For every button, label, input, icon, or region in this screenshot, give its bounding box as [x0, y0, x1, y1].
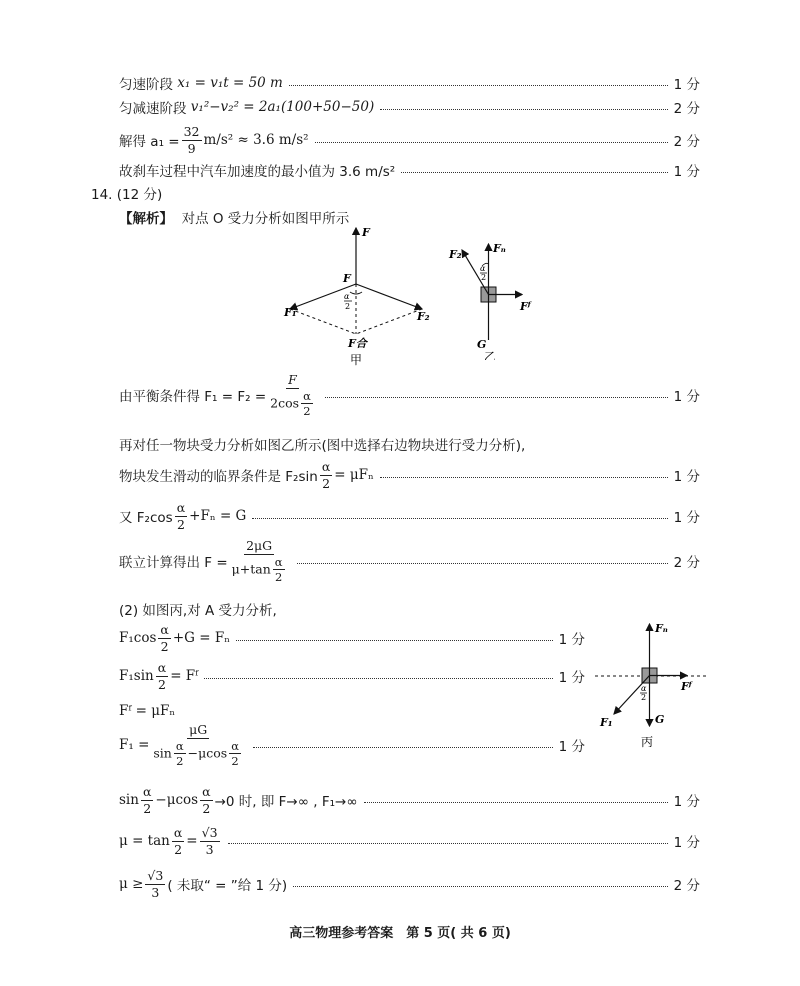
label-two: 2: [345, 302, 351, 311]
caption-yi: 乙: [484, 350, 497, 360]
label-alpha: α: [641, 684, 647, 693]
score: 2 分: [673, 101, 700, 117]
expr-F1-eq: F₁ =: [119, 737, 150, 754]
label-F1: F₁: [600, 716, 613, 729]
expr-F1sin: F₁sin: [119, 668, 154, 685]
fraction-alpha-2: $\frac{\alpha}{2}$: [202, 784, 211, 816]
label-F2: F₂: [417, 310, 430, 323]
label-G: G: [655, 713, 665, 726]
label-Fhe: F合: [348, 337, 367, 350]
leader-dots: [204, 678, 552, 679]
text-critical: 物块发生滑动的临界条件是 F₂sin: [119, 469, 318, 486]
score: 1 分: [558, 632, 585, 649]
label-two: 2: [481, 273, 487, 282]
leader-dots: [297, 563, 668, 564]
line-conclusion: [119, 160, 700, 180]
fraction-F-over-2cos: F 2cos $\frac{\alpha}{2}$: [270, 372, 311, 418]
expr-critical-tail: = μFₙ: [334, 467, 374, 484]
expr-equals: =: [186, 833, 198, 850]
question-14-heading: 14. (12 分): [91, 187, 163, 203]
leader-dots: [228, 843, 668, 844]
score: 2 分: [673, 134, 700, 151]
expr-mu-tan: μ = tan: [119, 833, 170, 850]
line-combined-result: [119, 538, 700, 584]
text-combined: 联立计算得出 F =: [119, 555, 228, 572]
leader-dots: [253, 747, 553, 748]
caption-bing: 丙: [641, 735, 654, 749]
figure-bing: [595, 616, 710, 751]
score: 1 分: [558, 739, 585, 756]
score: 1 分: [673, 794, 700, 811]
label-G: G: [477, 338, 487, 351]
line-F1-result: [119, 722, 585, 768]
line-mu-geq: [119, 868, 700, 900]
leader-dots: [236, 640, 553, 641]
expr-vertical-tail: +Fₙ = G: [189, 508, 247, 525]
leader-dots: [325, 397, 668, 398]
fraction-alpha-2: $\frac{\alpha}{2}$: [321, 459, 331, 491]
fraction-alpha-2: $\frac{\alpha}{2}$: [142, 784, 152, 816]
analysis-label: 【解析】: [119, 211, 173, 227]
leader-dots: [364, 802, 668, 803]
label-FN: Fₙ: [493, 242, 506, 255]
label-alpha: α: [480, 264, 486, 273]
score: 1 分: [673, 510, 700, 527]
line-part2-horizontal: [119, 660, 585, 692]
line-decel-stage: [119, 97, 700, 117]
line-vertical-balance: [119, 500, 700, 532]
leader-dots: [380, 477, 668, 478]
label-alpha: α: [344, 292, 350, 301]
fraction-alpha-2: $\frac{\alpha}{2}$: [176, 500, 186, 532]
line-part2: (2) 如图丙,对 A 受力分析,: [119, 603, 277, 619]
leader-dots: [315, 142, 668, 143]
expr-horizontal-tail: = Fᶠ: [170, 668, 199, 685]
expr-limit-tail: →0 时, 即 F→∞ , F₁→∞: [214, 794, 358, 811]
label-Ff: Fᶠ: [681, 680, 692, 693]
leader-dots: [380, 109, 667, 110]
leader-dots: [289, 85, 668, 86]
label-F2: F₂: [449, 248, 462, 261]
fraction-alpha-2: $\frac{\alpha}{2}$: [157, 660, 167, 692]
line-part2-vertical: [119, 622, 585, 654]
expr-mucos: −μcos: [155, 792, 199, 809]
score: 1 分: [673, 164, 700, 180]
figure-yi: [444, 238, 544, 360]
text-again: 又 F₂cos: [119, 510, 173, 527]
label-Ff: Fᶠ: [520, 300, 531, 313]
leader-dots: [401, 172, 667, 173]
leader-dots: [293, 886, 667, 887]
score: 1 分: [673, 469, 700, 486]
label-solve: 解得 a₁ =: [119, 134, 180, 151]
label-FN: Fₙ: [655, 622, 668, 635]
label-F-node: F: [343, 272, 351, 285]
expr-mu-geq: μ ≥: [119, 876, 144, 893]
fraction-alpha-2: $\frac{\alpha}{2}$: [160, 622, 169, 654]
page-footer: 高三物理参考答案 第 5 页( 共 6 页): [289, 926, 511, 941]
figure-jia: [280, 222, 440, 370]
analysis-text: 对点 O 受力分析如图甲所示: [181, 211, 350, 227]
score: 2 分: [673, 555, 700, 572]
label-two: 2: [641, 693, 647, 702]
line-uniform-stage: [119, 73, 700, 93]
score: 1 分: [673, 835, 700, 852]
score: 1 分: [558, 670, 585, 687]
fraction-32-9: $\frac{32}{9}$: [183, 124, 200, 156]
line-solve-a1: [119, 124, 700, 156]
line-critical-condition: [119, 459, 700, 491]
label-uniform: 匀速阶段: [119, 77, 173, 93]
label-decel: 匀减速阶段: [119, 101, 187, 117]
fraction-alpha-2: $\frac{\alpha}{2}$: [173, 825, 183, 857]
expr-sin: sin: [119, 792, 139, 809]
fraction-sqrt3-3: $\frac{√3}{3}$: [147, 868, 164, 900]
expr-a1-value: m/s² ≈ 3.6 m/s²: [203, 132, 309, 149]
line-friction: [119, 703, 585, 719]
fraction-sqrt3-3: $\frac{√3}{3}$: [201, 825, 218, 857]
expr-F1cos: F₁cos: [119, 630, 157, 647]
expr-friction: Fᶠ = μFₙ: [119, 703, 176, 719]
expr-decel: v₁²−v₂² = 2a₁(100+50−50): [190, 99, 375, 115]
score: 2 分: [673, 878, 700, 895]
score: 1 分: [673, 389, 700, 406]
line-analysis-yi: 再对任一物块受力分析如图乙所示(图中选择右边物块进行受力分析),: [119, 438, 526, 454]
note-partial-credit: ( 未取“ = ”给 1 分): [167, 878, 288, 895]
expr-vertical2-tail: +G = Fₙ: [172, 630, 231, 647]
leader-dots: [252, 518, 667, 519]
line-mu-tan: [119, 825, 700, 857]
label-F1: F₁: [284, 306, 297, 319]
fraction-muG: μG sin $\frac{\alpha}{2}$ −μcos $\frac{\alpha}{2}$: [153, 722, 239, 768]
score: 1 分: [673, 77, 700, 93]
caption-jia: 甲: [350, 353, 363, 367]
expr-uniform: x₁ = v₁t = 50 m: [177, 75, 283, 91]
line-equilibrium: [119, 372, 700, 418]
line-limit: [119, 784, 700, 816]
label-F: F: [362, 226, 370, 239]
text-conclusion: 故刹车过程中汽车加速度的最小值为 3.6 m/s²: [119, 164, 396, 180]
text-equilibrium: 由平衡条件得 F₁ = F₂ =: [119, 389, 267, 406]
fraction-2muG: 2μG μ+tan $\frac{\alpha}{2}$: [231, 538, 283, 584]
